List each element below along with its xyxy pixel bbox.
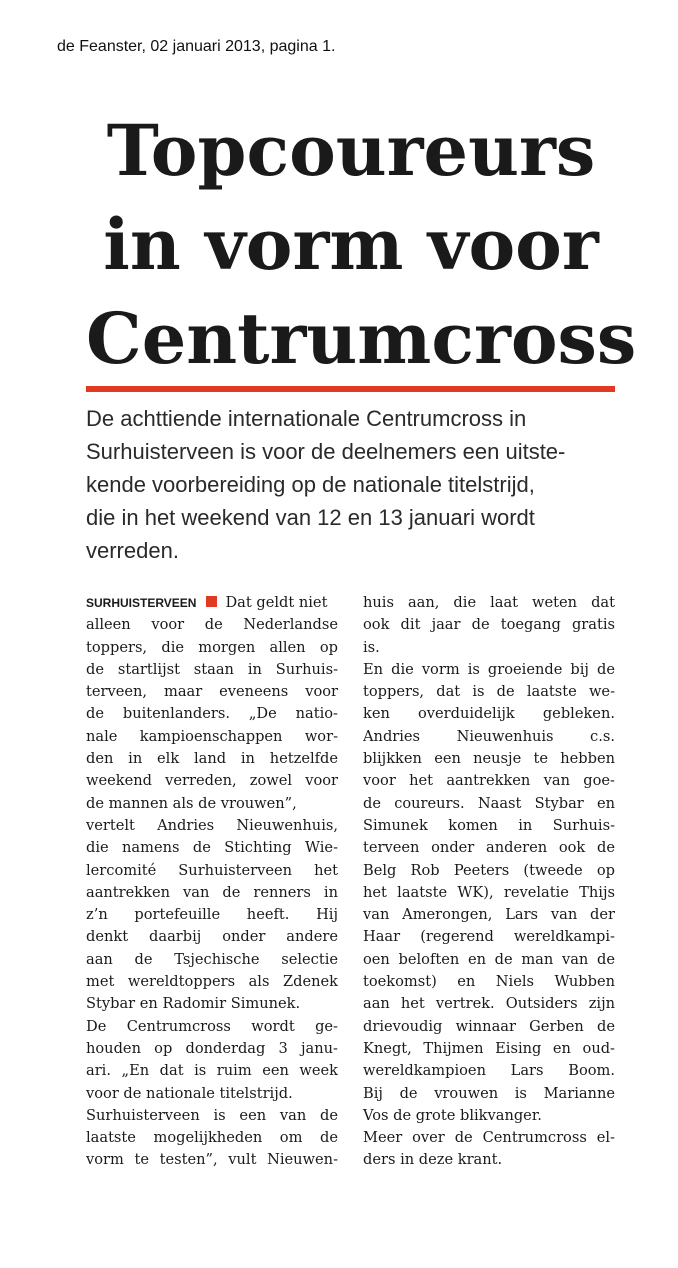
article-line: de coureurs. Naast Stybar en (363, 794, 615, 812)
article-line: drievoudig winnaar Gerben de (363, 1017, 615, 1035)
article-line: laatste mogelijkheden om de (86, 1129, 338, 1147)
article-line: toekomst) en Niels Wubben (363, 973, 615, 991)
article-line: aantrekken van de renners in (86, 883, 338, 901)
article-line: die namens de Stichting Wie- (86, 839, 338, 857)
headline-divider (86, 386, 615, 392)
article-line: Belg Rob Peeters (tweede op (363, 861, 615, 879)
source-line: de Feanster, 02 januari 2013, pagina 1. (57, 38, 336, 55)
article-text: Dat geldt niet (225, 594, 328, 611)
headline-line: in vorm voor (103, 203, 599, 286)
headline-line: Topcoureurs (106, 109, 596, 192)
article-line: toppers, die morgen allen op (86, 638, 338, 656)
article-line: houden op donderdag 3 janu- (86, 1039, 338, 1057)
article-line: denkt daarbij onder andere (86, 928, 338, 946)
article-line: vertelt Andries Nieuwenhuis, (86, 816, 338, 834)
article-line: Meer over de Centrumcross el- (363, 1129, 615, 1147)
article-line: voor het aantrekken van goe- (363, 772, 615, 790)
article-line: den in elk land in hetzelfde (86, 750, 338, 768)
article-line: En die vorm is groeiende bij de (363, 660, 615, 678)
article-line: nale kampioenschappen wor- (86, 727, 338, 745)
article-line: blijkken een neusje te hebben (363, 750, 615, 768)
article-line: Andries Nieuwenhuis c.s. (363, 727, 615, 745)
lead-line: De achttiende internationale Centrumcross in (86, 406, 527, 431)
article-line: Knegt, Thijmen Eising en oud- (363, 1039, 615, 1057)
dateline: SURHUISTERVEEN (86, 596, 197, 610)
article-line: aan het vertrek. Outsiders zijn (363, 995, 615, 1013)
article-line: ari. „En dat is ruim een week (86, 1062, 338, 1080)
article-line: Stybar en Radomir Simunek. (86, 995, 301, 1013)
lead-line: kende voorbereiding op de nationale titelstrijd, (86, 472, 535, 497)
article-line (86, 592, 338, 614)
article-line: van Amerongen, Lars van der (363, 906, 615, 924)
article-column-1 (86, 592, 338, 1172)
article-line: De Centrumcross wordt ge- (86, 1017, 338, 1035)
article-line: Surhuisterveen is een van de (86, 1106, 338, 1124)
article-line: weekend verreden, zowel voor (86, 772, 338, 790)
article-line: ook dit jaar de toegang gratis (363, 616, 615, 634)
lead-paragraph (86, 402, 618, 567)
article-line: wereldkampioen Lars Boom. (363, 1062, 615, 1080)
article-line: terveen, maar eveneens voor (86, 683, 338, 701)
article-line: voor de nationale titelstrijd. (86, 1084, 293, 1102)
article-line: met wereldtoppers als Zdenek (86, 973, 338, 991)
article-line: Haar (regerend wereldkampi- (363, 928, 615, 946)
lead-line: die in het weekend van 12 en 13 januari wordt (86, 505, 535, 530)
article-line: alleen voor de Nederlandse (86, 616, 338, 634)
lead-line: verreden. (86, 538, 179, 563)
article-line: de startlijst staan in Surhuis- (86, 660, 338, 678)
article-line: de mannen als de vrouwen”, (86, 794, 297, 812)
article-column-2 (363, 592, 615, 1172)
article-line: lercomité Surhuisterveen het (86, 861, 338, 879)
article-line: Vos de grote blikvanger. (363, 1106, 542, 1124)
article-line: Bij de vrouwen is Marianne (363, 1084, 615, 1102)
article-line: is. (363, 638, 380, 656)
article-line: oen beloften en de man van de (363, 950, 615, 968)
article-line: ken overduidelijk gebleken. (363, 705, 615, 723)
article-line: z’n portefeuille heeft. Hij (86, 906, 338, 924)
article-line: vorm te testen”, vult Nieuwen- (86, 1151, 338, 1169)
headline-line: Centrumcross (86, 297, 637, 380)
article-line: toppers, dat is de laatste we- (363, 683, 615, 701)
article-line: aan de Tsjechische selectie (86, 950, 338, 968)
red-square-marker (206, 596, 217, 607)
article-line: terveen onder anderen ook de (363, 839, 615, 857)
article-line: Simunek komen in Surhuis- (363, 816, 615, 834)
headline (86, 104, 637, 386)
article-line: ders in deze krant. (363, 1151, 503, 1169)
article-line: het laatste WK), revelatie Thijs (363, 883, 615, 901)
article-line: huis aan, die laat weten dat (363, 594, 615, 611)
lead-line: Surhuisterveen is voor de deelnemers een uitste- (86, 439, 566, 464)
article-line: de buitenlanders. „De natio- (86, 705, 338, 723)
